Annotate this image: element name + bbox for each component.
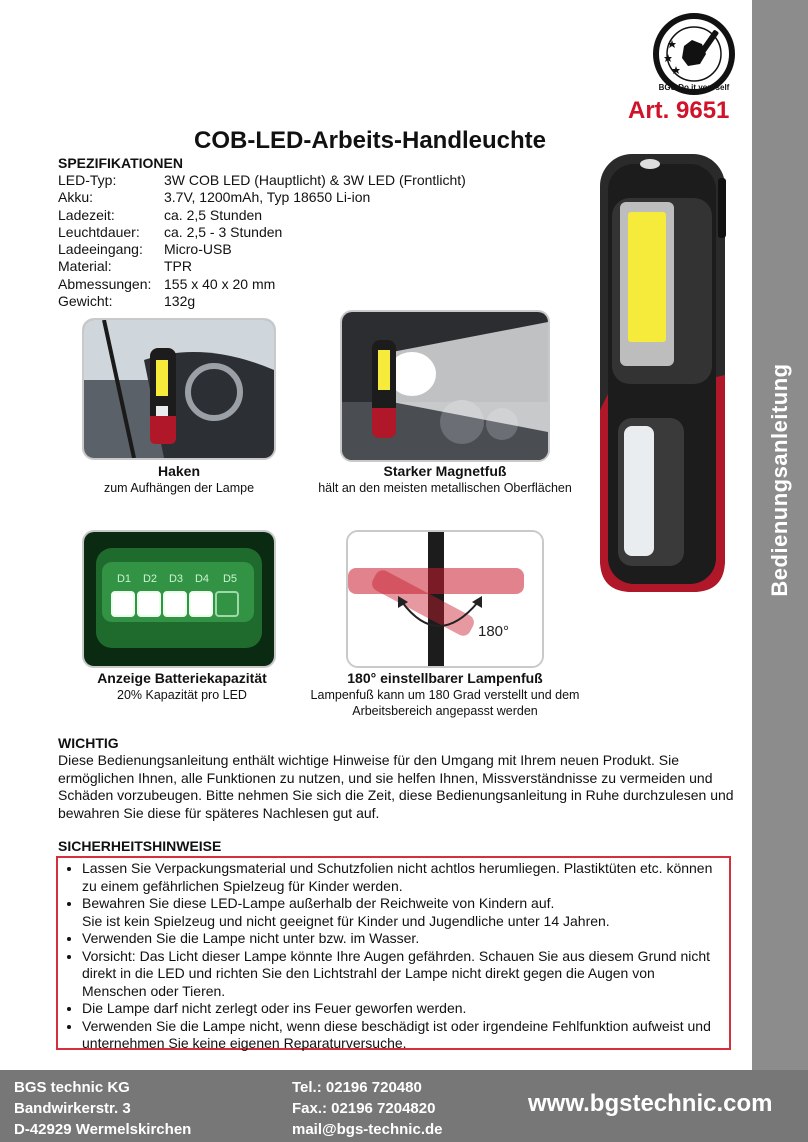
safety-list <box>62 860 723 1053</box>
spec-key: Gewicht: <box>58 293 113 310</box>
spec-key: Abmessungen: <box>58 275 152 292</box>
spec-key: Akku: <box>58 189 94 206</box>
footer-tel: Tel.: 02196 720480 <box>292 1079 422 1096</box>
safety-heading: SICHERHEITSHINWEISE <box>58 838 222 854</box>
spec-value: ca. 2,5 - 3 Stunden <box>164 223 283 240</box>
feature-caption-hook <box>72 463 286 496</box>
battery-led-1 <box>112 592 134 616</box>
feature-title: 180° einstellbarer Lampenfuß <box>347 670 543 686</box>
battery-label-d5: D5 <box>222 573 238 585</box>
work-lamp-illustration <box>590 150 730 600</box>
spec-value: 155 x 40 x 20 mm <box>164 275 276 292</box>
page-title: COB-LED-Arbeits-Handleuchte <box>194 127 547 154</box>
footer-website-link[interactable]: www.bgstechnic.com <box>528 1090 773 1117</box>
safety-item-text: Bewahren Sie diese LED-Lampe außerhalb der Reichweite von Kindern auf. Sie ist kein Spielzeug und nicht geeignet für Kinder und Jugendliche unter 14 Jahren. <box>82 895 610 929</box>
hook-photo <box>82 318 276 460</box>
bgs-logo <box>650 10 738 98</box>
spec-value: 3.7V, 1200mAh, Typ 18650 Li-ion <box>164 189 371 206</box>
footer-company: BGS technic KG <box>14 1079 130 1096</box>
safety-item <box>82 860 723 895</box>
safety-box <box>56 856 731 1050</box>
spec-value: TPR <box>164 258 192 275</box>
footer-street: Bandwirkerstr. 3 <box>14 1100 131 1117</box>
spec-value: 3W COB LED (Hauptlicht) & 3W LED (Frontlicht) <box>164 172 466 188</box>
feature-desc: 20% Kapazität pro LED <box>117 688 247 702</box>
spec-row <box>58 258 466 275</box>
safety-item-text: Verwenden Sie die Lampe nicht, wenn diese beschädigt ist oder irgendeine Fehlfunktion aufweist und unternehmen Sie keine eigenen Reparaturversuche. <box>82 1017 711 1051</box>
feature-desc: hält an den meisten metallischen Oberflächen <box>318 481 572 495</box>
battery-label-d3: D3 <box>168 573 184 585</box>
battery-led-4 <box>190 592 212 616</box>
footer-city: D-42929 Wermelskirchen <box>14 1121 192 1138</box>
spec-value: ca. 2,5 Stunden <box>164 206 263 223</box>
safety-item-text: Verwenden Sie die Lampe nicht unter bzw. im Wasser. <box>82 930 420 946</box>
spec-value: Micro-USB <box>164 241 232 258</box>
logo-text: BGS Do it yourself <box>658 83 730 92</box>
battery-label-d2: D2 <box>142 573 158 585</box>
rotation-photo <box>346 530 544 668</box>
spec-key: Leuchtdauer: <box>58 223 140 240</box>
spec-row <box>58 172 466 189</box>
feature-desc: zum Aufhängen der Lampe <box>103 481 255 495</box>
feature-title: Anzeige Batteriekapazität <box>97 670 267 686</box>
safety-item <box>82 930 723 948</box>
feature-caption-magnet <box>310 463 580 496</box>
safety-item-text: Die Lampe darf nicht zerlegt oder ins Feuer geworfen werden. <box>82 1000 467 1016</box>
safety-item <box>82 895 723 930</box>
wichtig-text: Diese Bedienungsanleitung enthält wichtige Hinweise für den Umgang mit Ihrem neuen Produkt. Sie ermöglichen Ihnen, alle Funktionen zu nutzen, und sie helfen Ihnen, Missverständnisse zu vermeiden und Schäden vorzubeugen. Bitte nehmen Sie sich die Zeit, diese Bedienungsanleitung in Ruhe durchzulesen und bewahren Sie diese für späteres Nachlesen gut auf. <box>58 752 734 821</box>
spec-row <box>58 241 466 258</box>
spec-key: LED-Typ: <box>58 172 117 188</box>
footer-fax: Fax.: 02196 7204820 <box>292 1100 436 1117</box>
wichtig-heading: WICHTIG <box>58 735 119 751</box>
spec-key: Ladezeit: <box>58 206 115 223</box>
safety-item <box>82 948 723 1001</box>
spec-row <box>58 207 466 224</box>
feature-title: Starker Magnetfuß <box>383 463 507 479</box>
footer-address <box>14 1077 191 1140</box>
battery-led-3 <box>164 592 186 616</box>
feature-title: Haken <box>157 463 201 479</box>
feature-caption-rotation <box>300 670 590 719</box>
spec-row <box>58 189 466 206</box>
footer-mail-link[interactable]: mail@bgs-technic.de <box>292 1121 443 1138</box>
battery-indicator-photo <box>82 530 276 668</box>
article-number: Art. 9651 <box>628 97 730 124</box>
spec-value: 132g <box>164 293 196 310</box>
safety-item-text: Lassen Sie Verpackungsmaterial und Schutzfolien nicht achtlos herumliegen. Plastiktüten etc. können zu einem gefährlichen Spielzeug für Kinder werden. <box>82 860 713 894</box>
spec-row <box>58 276 466 293</box>
battery-label-d1: D1 <box>116 573 132 585</box>
spec-key: Ladeeingang: <box>58 241 143 258</box>
battery-led-2 <box>138 592 160 616</box>
spec-row <box>58 224 466 241</box>
feature-desc: Lampenfuß kann um 180 Grad verstellt und dem Arbeitsbereich angepasst werden <box>310 688 580 718</box>
spec-row <box>58 293 466 310</box>
safety-item <box>82 1000 723 1018</box>
battery-label-d4: D4 <box>194 573 210 585</box>
footer-contact <box>292 1077 443 1140</box>
safety-item <box>82 1018 723 1053</box>
feature-caption-battery <box>62 670 302 703</box>
spec-table <box>58 172 466 310</box>
magnet-photo <box>340 310 550 462</box>
spec-heading: SPEZIFIKATIONEN <box>58 155 183 171</box>
rotation-label: 180° <box>478 623 510 640</box>
spec-key: Material: <box>58 258 112 275</box>
safety-item-text: Vorsicht: Das Licht dieser Lampe könnte Ihre Augen gefährden. Schauen Sie aus diesem Grund nicht direkt in die LED und richten Sie den Lichtstrahl der Lampe nicht direkt gegen die Augen von Menschen oder Tieren. <box>82 947 711 999</box>
sidebar-label: Bedienungsanleitung <box>767 363 792 597</box>
